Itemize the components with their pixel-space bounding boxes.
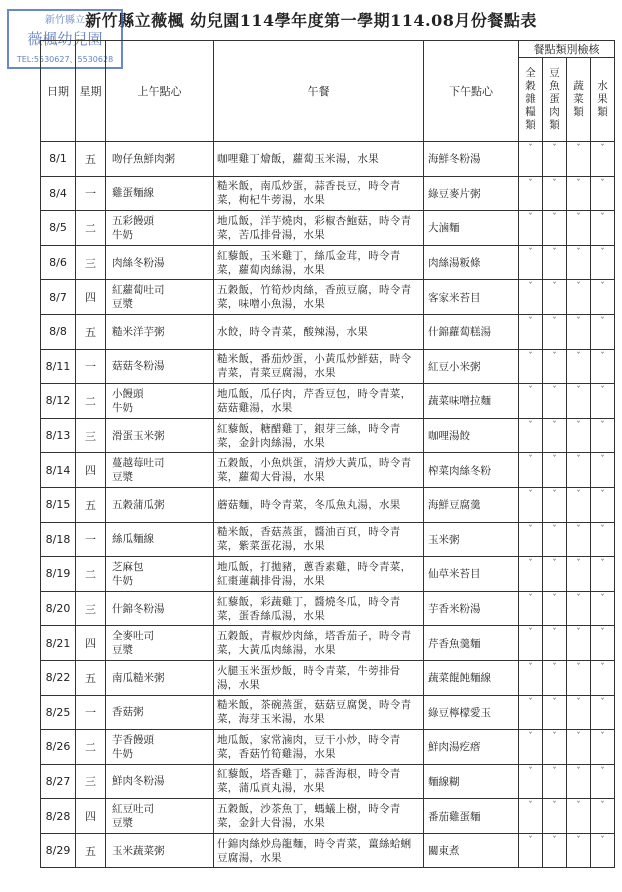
row-date: 8/27 [41, 764, 76, 799]
row-lunch: 咖哩雞丁燴飯，蘿蔔玉米湯，水果 [214, 142, 424, 177]
check-mark-fruit: ˇ [591, 384, 615, 419]
row-date: 8/19 [41, 557, 76, 592]
row-afternoon-snack: 綠豆麥片粥 [424, 176, 519, 211]
row-date: 8/11 [41, 349, 76, 384]
check-mark-vegetable: ˇ [567, 591, 591, 626]
check-mark-grain: ˇ [519, 453, 543, 488]
row-date: 8/7 [41, 280, 76, 315]
check-mark-vegetable: ˇ [567, 314, 591, 349]
row-lunch: 地瓜飯，打拋豬，蔥香素雞，時令青菜，紅棗蓮藕排骨湯，水果 [214, 557, 424, 592]
check-mark-grain: ˇ [519, 557, 543, 592]
check-mark-protein: ˇ [543, 453, 567, 488]
check-mark-protein: ˇ [543, 211, 567, 246]
check-mark-grain: ˇ [519, 522, 543, 557]
table-row [41, 418, 615, 453]
row-lunch: 糙米飯，番茄炒蛋，小黃瓜炒鮮菇，時令青菜，青菜豆腐湯，水果 [214, 349, 424, 384]
row-date: 8/13 [41, 418, 76, 453]
row-date: 8/29 [41, 833, 76, 868]
table-row [41, 211, 615, 246]
row-weekday: 二 [76, 384, 106, 419]
row-weekday: 五 [76, 142, 106, 177]
check-mark-grain: ˇ [519, 314, 543, 349]
stamp-line-2: 薇楓幼兒園 [27, 30, 103, 48]
check-mark-vegetable: ˇ [567, 384, 591, 419]
row-afternoon-snack: 芋香米粉湯 [424, 591, 519, 626]
check-mark-grain: ˇ [519, 349, 543, 384]
check-mark-fruit: ˇ [591, 487, 615, 522]
check-mark-grain: ˇ [519, 591, 543, 626]
check-mark-grain: ˇ [519, 487, 543, 522]
row-afternoon-snack: 榨菜肉絲冬粉 [424, 453, 519, 488]
stamp-line-3: TEL:5530627、5530628 [16, 55, 114, 64]
check-mark-grain: ˇ [519, 245, 543, 280]
row-lunch: 五穀飯，青椒炒肉絲，塔香茄子，時令青菜，大黃瓜肉絲湯，水果 [214, 626, 424, 661]
row-weekday: 四 [76, 280, 106, 315]
check-mark-grain: ˇ [519, 730, 543, 765]
check-mark-vegetable: ˇ [567, 833, 591, 868]
row-weekday: 五 [76, 487, 106, 522]
row-weekday: 三 [76, 418, 106, 453]
check-mark-grain: ˇ [519, 418, 543, 453]
row-lunch: 地瓜飯，洋芋燒肉，彩椒杏鮑菇，時令青菜，苦瓜排骨湯，水果 [214, 211, 424, 246]
check-mark-fruit: ˇ [591, 453, 615, 488]
row-morning-snack: 全麥吐司 豆漿 [106, 626, 214, 661]
check-mark-fruit: ˇ [591, 557, 615, 592]
row-morning-snack: 什錦冬粉湯 [106, 591, 214, 626]
row-morning-snack: 芋香饅頭 牛奶 [106, 730, 214, 765]
check-mark-fruit: ˇ [591, 314, 615, 349]
table-row [41, 487, 615, 522]
row-weekday: 四 [76, 799, 106, 834]
check-mark-grain: ˇ [519, 833, 543, 868]
row-afternoon-snack: 什錦蘿蔔糕湯 [424, 314, 519, 349]
check-mark-vegetable: ˇ [567, 799, 591, 834]
table-row [41, 384, 615, 419]
header-date: 日期 [41, 41, 76, 142]
table-row [41, 280, 615, 315]
row-lunch: 水餃，時令青菜，酸辣湯，水果 [214, 314, 424, 349]
check-mark-protein: ˇ [543, 557, 567, 592]
header-afternoon-snack: 下午點心 [424, 41, 519, 142]
check-mark-fruit: ˇ [591, 591, 615, 626]
row-date: 8/12 [41, 384, 76, 419]
row-lunch: 什錦肉絲炒烏龍麵，時令青菜，薑絲蛤蜊豆腐湯，水果 [214, 833, 424, 868]
check-mark-fruit: ˇ [591, 245, 615, 280]
check-mark-protein: ˇ [543, 384, 567, 419]
row-lunch: 五穀飯，沙茶魚丁，螞蟻上樹，時令青菜，金針大骨湯，水果 [214, 799, 424, 834]
check-mark-protein: ˇ [543, 660, 567, 695]
check-mark-protein: ˇ [543, 522, 567, 557]
check-mark-fruit: ˇ [591, 176, 615, 211]
row-lunch: 糙米飯，茶碗蒸蛋，菇菇豆腐煲，時令青菜，海芽玉米湯，水果 [214, 695, 424, 730]
header-protein: 豆 魚 蛋 肉 類 [543, 58, 567, 142]
row-weekday: 一 [76, 349, 106, 384]
row-afternoon-snack: 紅豆小米粥 [424, 349, 519, 384]
row-date: 8/8 [41, 314, 76, 349]
table-row [41, 176, 615, 211]
check-mark-fruit: ˇ [591, 142, 615, 177]
check-mark-fruit: ˇ [591, 799, 615, 834]
row-morning-snack: 紅豆吐司 豆漿 [106, 799, 214, 834]
check-mark-vegetable: ˇ [567, 176, 591, 211]
row-morning-snack: 鮮肉冬粉湯 [106, 764, 214, 799]
check-mark-vegetable: ˇ [567, 695, 591, 730]
row-date: 8/28 [41, 799, 76, 834]
check-mark-protein: ˇ [543, 418, 567, 453]
check-mark-grain: ˇ [519, 660, 543, 695]
check-mark-vegetable: ˇ [567, 245, 591, 280]
row-date: 8/15 [41, 487, 76, 522]
row-afternoon-snack: 海鮮豆腐羹 [424, 487, 519, 522]
row-morning-snack: 紅蘿蔔吐司 豆漿 [106, 280, 214, 315]
row-morning-snack: 芝麻包 牛奶 [106, 557, 214, 592]
row-afternoon-snack: 關東煮 [424, 833, 519, 868]
row-morning-snack: 吻仔魚鮮肉粥 [106, 142, 214, 177]
check-mark-fruit: ˇ [591, 418, 615, 453]
page-title: 新竹縣立薇楓 幼兒園114學年度第一學期114.08月份餐點表 [85, 11, 537, 30]
table-row [41, 557, 615, 592]
check-mark-protein: ˇ [543, 833, 567, 868]
row-morning-snack: 蔓越莓吐司 豆漿 [106, 453, 214, 488]
row-date: 8/21 [41, 626, 76, 661]
check-mark-grain: ˇ [519, 799, 543, 834]
check-mark-grain: ˇ [519, 764, 543, 799]
row-date: 8/20 [41, 591, 76, 626]
table-row [41, 764, 615, 799]
check-mark-grain: ˇ [519, 176, 543, 211]
header-check-group: 餐點類別檢核 [519, 41, 615, 58]
row-date: 8/22 [41, 660, 76, 695]
row-morning-snack: 五彩饅頭 牛奶 [106, 211, 214, 246]
row-morning-snack: 菇菇冬粉湯 [106, 349, 214, 384]
row-morning-snack: 香菇粥 [106, 695, 214, 730]
check-mark-vegetable: ˇ [567, 764, 591, 799]
check-mark-grain: ˇ [519, 211, 543, 246]
row-date: 8/6 [41, 245, 76, 280]
row-weekday: 四 [76, 453, 106, 488]
check-mark-protein: ˇ [543, 695, 567, 730]
check-mark-protein: ˇ [543, 764, 567, 799]
check-mark-vegetable: ˇ [567, 522, 591, 557]
row-date: 8/14 [41, 453, 76, 488]
check-mark-grain: ˇ [519, 695, 543, 730]
row-lunch: 火腿玉米蛋炒飯，時令青菜，牛蒡排骨湯，水果 [214, 660, 424, 695]
check-mark-vegetable: ˇ [567, 418, 591, 453]
check-mark-vegetable: ˇ [567, 487, 591, 522]
check-mark-grain: ˇ [519, 280, 543, 315]
check-mark-vegetable: ˇ [567, 280, 591, 315]
table-row [41, 522, 615, 557]
table-row [41, 833, 615, 868]
table-row [41, 314, 615, 349]
check-mark-grain: ˇ [519, 142, 543, 177]
check-mark-fruit: ˇ [591, 764, 615, 799]
check-mark-protein: ˇ [543, 349, 567, 384]
table-row [41, 626, 615, 661]
row-lunch: 紅藜飯，糖醋雞丁，銀芽三絲，時令青菜，金針肉絲湯，水果 [214, 418, 424, 453]
row-date: 8/25 [41, 695, 76, 730]
header-fruit: 水 果 類 [591, 58, 615, 142]
row-lunch: 紅藜飯，塔香雞丁，蒜香海根，時令青菜，蒲瓜貢丸湯，水果 [214, 764, 424, 799]
check-mark-protein: ˇ [543, 626, 567, 661]
check-mark-vegetable: ˇ [567, 349, 591, 384]
row-afternoon-snack: 蔬菜味噌拉麵 [424, 384, 519, 419]
check-mark-vegetable: ˇ [567, 626, 591, 661]
row-weekday: 五 [76, 660, 106, 695]
row-afternoon-snack: 綠豆檸檬愛玉 [424, 695, 519, 730]
row-morning-snack: 絲瓜麵線 [106, 522, 214, 557]
check-mark-fruit: ˇ [591, 730, 615, 765]
row-afternoon-snack: 咖哩湯餃 [424, 418, 519, 453]
table-row [41, 245, 615, 280]
table-row [41, 730, 615, 765]
row-morning-snack: 南瓜糙米粥 [106, 660, 214, 695]
row-weekday: 五 [76, 833, 106, 868]
table-row [41, 695, 615, 730]
row-afternoon-snack: 玉米粥 [424, 522, 519, 557]
check-mark-grain: ˇ [519, 384, 543, 419]
check-mark-vegetable: ˇ [567, 211, 591, 246]
row-afternoon-snack: 客家米苔目 [424, 280, 519, 315]
check-mark-protein: ˇ [543, 245, 567, 280]
table-row [41, 799, 615, 834]
check-mark-protein: ˇ [543, 487, 567, 522]
check-mark-vegetable: ˇ [567, 660, 591, 695]
header-vegetable: 蔬 菜 類 [567, 58, 591, 142]
check-mark-fruit: ˇ [591, 522, 615, 557]
header-weekday: 星期 [76, 41, 106, 142]
row-date: 8/5 [41, 211, 76, 246]
row-date: 8/18 [41, 522, 76, 557]
row-weekday: 二 [76, 211, 106, 246]
row-morning-snack: 滑蛋玉米粥 [106, 418, 214, 453]
row-afternoon-snack: 麵線糊 [424, 764, 519, 799]
table-row [41, 591, 615, 626]
menu-table [40, 40, 615, 868]
check-mark-protein: ˇ [543, 591, 567, 626]
table-row [41, 142, 615, 177]
row-lunch: 紅藜飯，玉米雞丁，絲瓜金茸，時令青菜，蘿蔔肉絲湯，水果 [214, 245, 424, 280]
row-weekday: 一 [76, 695, 106, 730]
row-morning-snack: 五穀蒲瓜粥 [106, 487, 214, 522]
stamp-line-1: 新竹縣立 [45, 15, 85, 26]
table-row [41, 349, 615, 384]
check-mark-fruit: ˇ [591, 280, 615, 315]
row-afternoon-snack: 肉絲湯粄條 [424, 245, 519, 280]
header-grain: 全 穀 雜 糧 類 [519, 58, 543, 142]
table-row [41, 453, 615, 488]
check-mark-vegetable: ˇ [567, 453, 591, 488]
row-morning-snack: 糙米洋芋粥 [106, 314, 214, 349]
check-mark-fruit: ˇ [591, 660, 615, 695]
row-afternoon-snack: 海鮮冬粉湯 [424, 142, 519, 177]
check-mark-grain: ˇ [519, 626, 543, 661]
check-mark-protein: ˇ [543, 280, 567, 315]
row-lunch: 糙米飯，香菇蒸蛋，醬油百頁，時令青菜，紫菜蛋花湯，水果 [214, 522, 424, 557]
row-lunch: 五穀飯，小魚烘蛋，清炒大黃瓜，時令青菜，蘿蔔大骨湯，水果 [214, 453, 424, 488]
check-mark-protein: ˇ [543, 176, 567, 211]
row-afternoon-snack: 鮮肉湯疙瘩 [424, 730, 519, 765]
row-weekday: 四 [76, 626, 106, 661]
row-lunch: 地瓜飯，瓜仔肉，芹香豆包，時令青菜，菇菇雞湯，水果 [214, 384, 424, 419]
row-morning-snack: 雞蛋麵線 [106, 176, 214, 211]
row-weekday: 一 [76, 522, 106, 557]
check-mark-fruit: ˇ [591, 695, 615, 730]
row-weekday: 三 [76, 245, 106, 280]
row-date: 8/1 [41, 142, 76, 177]
check-mark-vegetable: ˇ [567, 142, 591, 177]
table-row [41, 660, 615, 695]
row-weekday: 二 [76, 730, 106, 765]
row-weekday: 二 [76, 557, 106, 592]
check-mark-protein: ˇ [543, 314, 567, 349]
check-mark-protein: ˇ [543, 730, 567, 765]
row-morning-snack: 肉絲冬粉湯 [106, 245, 214, 280]
row-date: 8/26 [41, 730, 76, 765]
row-morning-snack: 玉米蔬菜粥 [106, 833, 214, 868]
row-afternoon-snack: 芹香魚羹麵 [424, 626, 519, 661]
row-weekday: 五 [76, 314, 106, 349]
row-lunch: 糙米飯，南瓜炒蛋，蒜香長豆，時令青菜，枸杞牛蒡湯，水果 [214, 176, 424, 211]
row-weekday: 一 [76, 176, 106, 211]
check-mark-protein: ˇ [543, 799, 567, 834]
row-lunch: 紅藜飯，彩蔬雞丁，醬燒冬瓜，時令青菜，蛋香絲瓜湯，水果 [214, 591, 424, 626]
check-mark-vegetable: ˇ [567, 730, 591, 765]
check-mark-fruit: ˇ [591, 833, 615, 868]
row-afternoon-snack: 蔬菜餛飩麵線 [424, 660, 519, 695]
check-mark-vegetable: ˇ [567, 557, 591, 592]
check-mark-fruit: ˇ [591, 349, 615, 384]
check-mark-fruit: ˇ [591, 211, 615, 246]
header-morning-snack: 上午點心 [106, 41, 214, 142]
row-lunch: 地瓜飯，家常滷肉，豆干小炒，時令青菜，香菇竹筍雞湯，水果 [214, 730, 424, 765]
row-lunch: 蘑菇麵，時令青菜，冬瓜魚丸湯，水果 [214, 487, 424, 522]
row-weekday: 三 [76, 764, 106, 799]
row-afternoon-snack: 大滷麵 [424, 211, 519, 246]
row-lunch: 五穀飯，竹筍炒肉絲，香煎豆腐，時令青菜，味噌小魚湯，水果 [214, 280, 424, 315]
row-afternoon-snack: 仙草米苔目 [424, 557, 519, 592]
row-afternoon-snack: 番茄雞蛋麵 [424, 799, 519, 834]
check-mark-fruit: ˇ [591, 626, 615, 661]
row-date: 8/4 [41, 176, 76, 211]
header-lunch: 午餐 [214, 41, 424, 142]
row-morning-snack: 小饅頭 牛奶 [106, 384, 214, 419]
row-weekday: 三 [76, 591, 106, 626]
check-mark-protein: ˇ [543, 142, 567, 177]
